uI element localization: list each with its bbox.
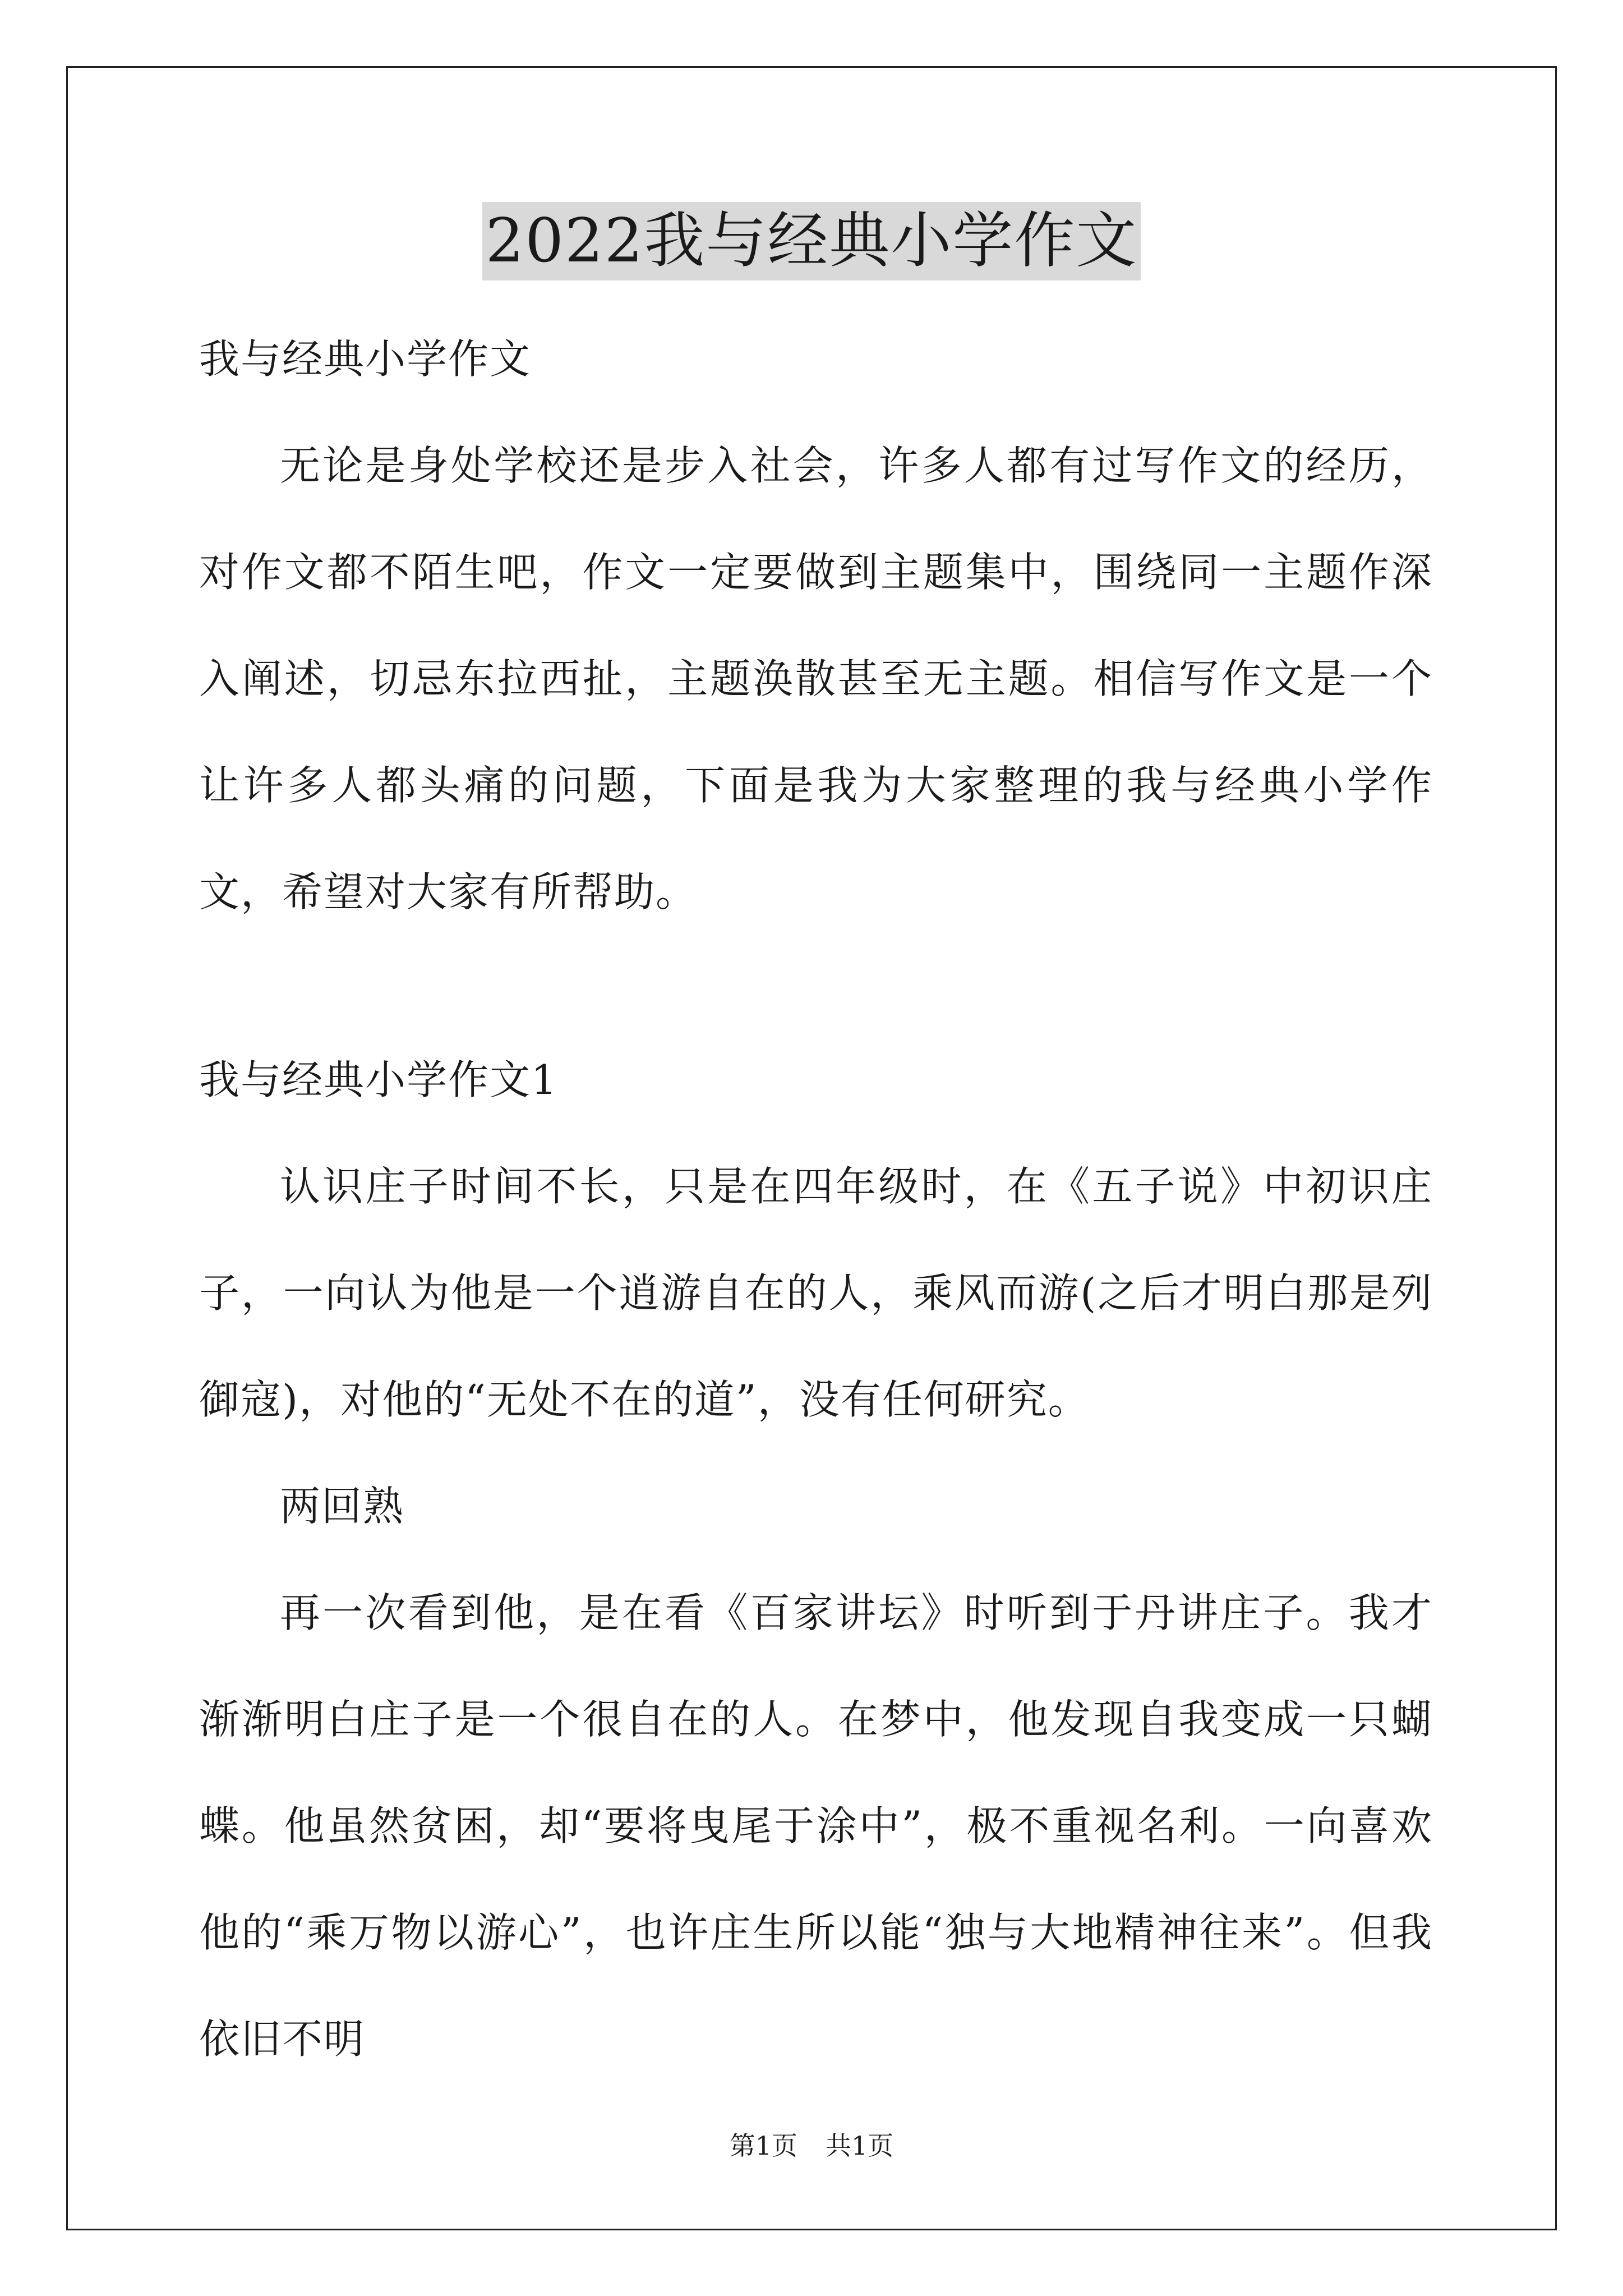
body-paragraph: 再一次看到他，是在看《百家讲坛》时听到于丹讲庄子。我才渐渐明白庄子是一个很自在的人。在梦中，他发现自我变成一只蝴蝶。他虽然贫困，却“要将曳尾于涂中”，极不重视名利。一向喜欢他的“乘万物以游心”，也许庄生所以能“独与大地精神往来”。但我依旧不明 xyxy=(199,1589,1433,2063)
page-number-total: 共1页 xyxy=(826,2131,894,2161)
section-spacer xyxy=(199,945,1433,1027)
body-paragraph: 认识庄子时间不长，只是在四年级时，在《五子说》中初识庄子，一向认为他是一个逍游自在的人，乘风而游(之后才明白那是列御寇)，对他的“无处不在的道”，没有任何研究。 xyxy=(199,1163,1433,1423)
section-heading: 我与经典小学作文1 xyxy=(199,1056,558,1103)
subtitle: 我与经典小学作文 xyxy=(199,335,532,383)
body-paragraph-subheading: 两回熟 xyxy=(280,1483,405,1530)
intro-paragraph: 无论是身处学校还是步入社会，许多人都有过写作文的经历，对作文都不陌生吧，作文一定要做到主题集中，围绕同一主题作深入阐述，切忌东拉西扯，主题涣散甚至无主题。相信写作文是一个让许多人都头痛的问题，下面是我为大家整理的我与经典小学作文，希望对大家有所帮助。 xyxy=(199,442,1433,915)
page-footer xyxy=(0,2129,1623,2162)
document-title: 2022我与经典小学作文 xyxy=(482,202,1141,280)
title-container xyxy=(0,202,1623,280)
document-body xyxy=(199,306,1433,2092)
page-number-current: 第1页 xyxy=(729,2131,797,2161)
